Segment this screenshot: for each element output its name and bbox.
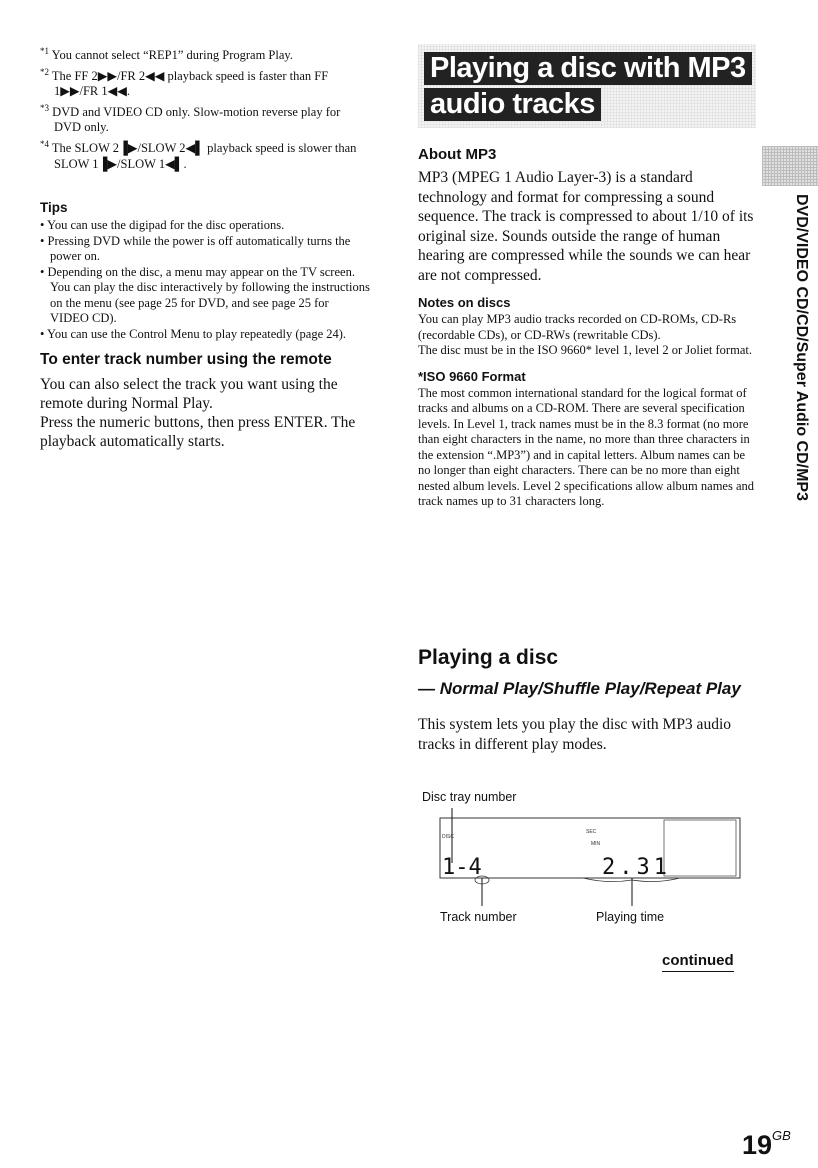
display-track-digits: 1-4 [442, 855, 482, 880]
notes-p2: The disc must be in the ISO 9660* level 1, level 2 or Joliet format. [418, 343, 752, 357]
display-frame [440, 818, 740, 878]
display-sec-label: SEC [586, 829, 597, 835]
footnote-2 [40, 65, 370, 100]
display-diagram [418, 790, 758, 930]
side-tab-label: DVD/VIDEO CD/CD/Super Audio CD/MP3 [793, 194, 810, 501]
notes-heading: Notes on discs [418, 295, 511, 310]
playing-section [418, 646, 758, 764]
page-title-line-1: Playing a disc with MP3 [424, 52, 752, 85]
title-banner [418, 44, 756, 128]
footnote-mark: *1 [40, 46, 49, 56]
footnote-mark: *3 [40, 102, 49, 113]
footnote-text: The SLOW 2▐▶/SLOW 2◀▌ playback speed is slower than SLOW 1▐▶/SLOW 1◀▌. [51, 141, 357, 171]
page-number-value: 19 [742, 1130, 773, 1160]
tip-text: Pressing DVD while the power is off automatically turns the power on. [47, 233, 351, 264]
display-panel-illustration [418, 808, 758, 918]
continued-label: continued [662, 952, 734, 972]
right-column [418, 146, 758, 510]
display-time-digits: 2.31 [602, 855, 671, 880]
playing-heading: Playing a disc [418, 646, 559, 669]
playing-subheading: — Normal Play/Shuffle Play/Repeat Play [418, 679, 741, 698]
side-tab [762, 146, 818, 566]
notes-p1: You can play MP3 audio tracks recorded on CD-ROMs, CD-Rs (recordable CDs), or CD-RWs (rewritable CDs). [418, 312, 737, 342]
enter-track-p1: You can also select the track you want using the remote during Normal Play. [40, 376, 338, 413]
footnote-text: You cannot select “REP1” during Program Play. [51, 48, 293, 63]
footnote-text: DVD and VIDEO CD only. Slow-motion reverse play for DVD only. [52, 104, 341, 135]
page-title-line-2: audio tracks [424, 88, 601, 121]
playing-body: This system lets you play the disc with MP3 audio tracks in different play modes. [418, 716, 731, 753]
footnote-1 [40, 44, 370, 64]
label-track-number: Track number [440, 910, 517, 924]
page-number-suffix: GB [772, 1128, 791, 1143]
page-number [742, 1130, 791, 1161]
footnote-mark: *2 [40, 66, 49, 77]
tip-item: • You can use the digipad for the disc operations. [40, 218, 285, 233]
tip-item: • Pressing DVD while the power is off automatically turns the power on. [40, 233, 351, 264]
tip-item: • You can use the Control Menu to play repeatedly (page 24). [40, 326, 347, 341]
tip-item: • Depending on the disc, a menu may appear on the TV screen. You can play the disc interactively by following the instructions on the menu (see page 25 for DVD, and see page 25 for VIDEO CD). [40, 264, 370, 326]
left-column [40, 44, 370, 451]
side-tab-block [762, 146, 818, 186]
enter-track-p2: Press the numeric buttons, then press ENTER. The playback automatically starts. [40, 414, 356, 451]
iso-heading: *ISO 9660 Format [418, 368, 526, 384]
display-right-frame [664, 820, 736, 876]
label-playing-time: Playing time [596, 910, 665, 924]
footnote-mark: *4 [40, 138, 49, 149]
footnote-4 [40, 137, 370, 172]
enter-track-heading: To enter track number using the remote [40, 351, 332, 369]
about-heading: About MP3 [418, 146, 497, 163]
footnote-3 [40, 101, 370, 136]
iso-body: The most common international standard for the logical format of tracks and albums on a CD-ROM. There are several specification levels. In Level 1, track names must be in the 8.3 format (no more than eight characters in the name, no more than three characters in the extension “.MP3”) and in capital letters. Album names can be no longer than eight characters. There can be no more than eight nested album levels. Level 2 specifications allow album names and track names up to 31 characters long. [418, 385, 755, 508]
display-disc-label: DISC [442, 834, 454, 840]
footnote-text: The FF 2▶▶/FR 2◀◀ playback speed is faster than FF 1▶▶/FR 1◀◀. [51, 68, 329, 99]
tips-heading: Tips [40, 200, 68, 216]
label-disc-tray-number: Disc tray number [422, 790, 517, 804]
tip-text: You can use the digipad for the disc operations. [47, 218, 285, 233]
tip-text: You can use the Control Menu to play repeatedly (page 24). [47, 326, 347, 341]
about-body: MP3 (MPEG 1 Audio Layer-3) is a standard technology and format for compressing a sound sequence. The track is compressed to about 1/10 of its original size. Sounds outside the range of human hearing are compressed while the sounds we can hear are not compressed. [418, 169, 754, 284]
tip-text: Depending on the disc, a menu may appear on the TV screen. You can play the disc interactively by following the instructions on the menu (see page 25 for DVD, and see page 25 for VIDEO CD). [47, 264, 370, 326]
display-min-label: MIN [591, 841, 601, 847]
